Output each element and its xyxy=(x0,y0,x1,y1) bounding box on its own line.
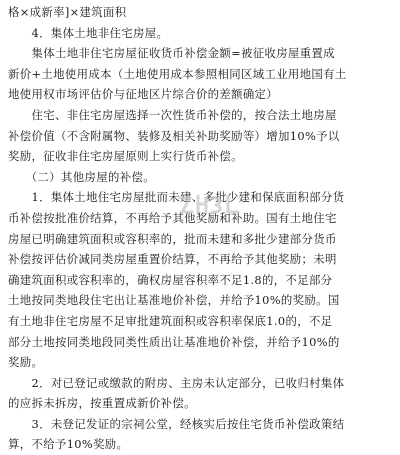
text-line: 集体土地非住宅房屋征收货币补偿金额=被征收房屋重置成 xyxy=(8,46,335,61)
text-line: 土地按同类地段住宅出让基准地价补偿，并给予10%的奖励。国 xyxy=(8,293,340,308)
text-line: 3．未登记发证的宗祠公堂，经核实后按住宅货币补偿政策结 xyxy=(8,416,345,431)
section-heading: 4．集体土地非住宅房屋。 xyxy=(8,25,169,40)
text-line: 的应拆未拆房，按重置成新价补偿。 xyxy=(8,396,196,411)
text-line: 格×成新率]×建筑面积 xyxy=(8,5,127,19)
section-heading: （二）其他房屋的补偿。 xyxy=(8,169,155,184)
text-line: 2．对已登记或缴款的附房、主房未认定部分，已收归村集体 xyxy=(8,375,345,390)
text-line: 有土地非住宅房屋不足审批建筑面积或容积率保底1.0的，不足 xyxy=(8,313,333,328)
text-line: 补偿价值（不含附属物、装修及相关补助奖励等）增加10%予以 xyxy=(8,128,340,143)
text-line: 奖励，征收非住宅房屋原则上实行货币补偿。 xyxy=(8,149,243,164)
text-line: 补偿按评估价减同类房屋重置价结算，不再给予其他奖励；未明 xyxy=(8,252,337,267)
text-line: 1．集体土地住宅房屋批而未建、多批少建和保底面积部分货 xyxy=(8,190,345,205)
text-line: 确建筑面积或容积率的，确权房屋容积率不足1.8的，不足部分 xyxy=(8,272,333,287)
text-line: 部分土地按同类地段同类性质出让基准地价补偿，并给予10%的 xyxy=(8,334,340,349)
text-line: 算，不给予10%奖励。 xyxy=(8,437,129,452)
text-line: 币补偿按批准价结算，不再给予其他奖励和补助。国有土地住宅 xyxy=(8,210,337,225)
text-line: 住宅、非住宅房屋选择一次性货币补偿的，按合法土地房屋 xyxy=(8,107,337,122)
text-line: 奖励。 xyxy=(8,355,44,370)
text-line: 房屋已明确建筑面积或容积率的，批而未建和多批少建部分货币 xyxy=(8,231,337,246)
text-line: 新价+土地使用成本（土地使用成本参照相同区域工业用地国有土 xyxy=(8,66,347,81)
text-line: 地使用权市场评估价与征地区片综合价的差额确定） xyxy=(8,87,279,102)
